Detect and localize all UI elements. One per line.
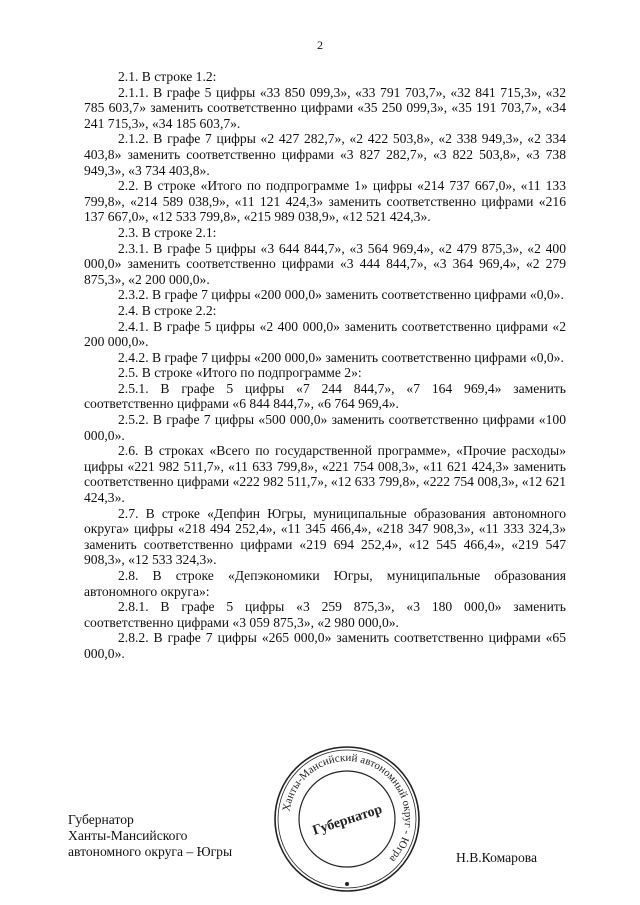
page-number: 2 — [317, 38, 323, 52]
paragraph-2-3-1: 2.3.1. В графе 5 цифры «3 644 844,7», «3 564 969,4», «2 479 875,3», «2 400 000,0» заменить соответственно цифрами «3 444 844,7», «3 364 969,4», «2 279 875,3», «2 200 000,0». — [84, 240, 566, 287]
seal-graphic — [272, 744, 422, 894]
seal-center-text: Губернатор — [310, 802, 385, 839]
paragraph-2-5-1: 2.5.1. В графе 5 цифры «7 244 844,7», «7 164 969,4» заменить соответственно цифрами «6 844 844,7», «6 764 969,4». — [84, 380, 566, 412]
paragraph-2-8-2: 2.8.2. В графе 7 цифры «265 000,0» заменить соответственно цифрами «65 000,0». — [84, 630, 566, 661]
paragraph-2-8-1: 2.8.1. В графе 5 цифры «3 259 875,3», «3 180 000,0» заменить соответственно цифрами «3 059 875,3», «2 980 000,0». — [84, 599, 566, 630]
position-line-3: автономного округа – Югры — [68, 843, 233, 859]
paragraph-2-4-1: 2.4.1. В графе 5 цифры «2 400 000,0» заменить соответственно цифрами «2 200 000,0». — [84, 318, 566, 350]
position-line-2: Ханты-Мансийского — [68, 827, 188, 843]
paragraph-2-1-2: 2.1.2. В графе 7 цифры «2 427 282,7», «2 422 503,8», «2 338 949,3», «2 334 403,8» заменить соответственно цифрами «3 827 282,7», «3 822 503,8», «3 738 949,3», «3 734 403,8». — [84, 131, 566, 178]
paragraph-2-4: 2.4. В строке 2.2: — [118, 302, 217, 318]
position-line-1: Губернатор — [68, 812, 134, 827]
seal-ring-text: Ханты-Мансийский автономный округ - Югра — [280, 751, 415, 865]
paragraph-2-5: 2.5. В строке «Итого по подпрограмме 2»: — [118, 365, 362, 381]
paragraph-2-6: 2.6. В строках «Всего по государственной программе», «Прочие расходы» цифры «221 982 511,7», «11 633 799,8», «221 754 008,3», «11 621 424,3» заменить соответственно цифрами «222 982 511,7», «12 633 799,8», «222 754 008,3», «12 621 424,3». — [84, 443, 566, 506]
document-body — [84, 69, 566, 662]
paragraph-2-3-2: 2.3.2. В графе 7 цифры «200 000,0» заменить соответственно цифрами «0,0». — [118, 287, 564, 303]
paragraph-2-1-1: 2.1.1. В графе 5 цифры «33 850 099,3», «33 791 703,7», «32 841 715,3», «32 785 603,7» заменить соответственно цифрами «35 250 099,3», «35 191 703,7», «34 241 715,3», «34 185 603,7». — [84, 84, 566, 131]
paragraph-2-2: 2.2. В строке «Итого по подпрограмме 1» цифры «214 737 667,0», «11 133 799,8», «214 589 038,9», «11 121 424,3» заменить соответственно цифрами «216 137 667,0», «12 533 799,8», «215 989 038,9», «12 521 424,3». — [84, 178, 566, 225]
paragraph-2-7: 2.7. В строке «Депфин Югры, муниципальные образования автономного округа» цифры «218 494 252,4», «11 345 466,4», «218 347 908,3», «11 333 324,3» заменить соответственно цифрами «219 694 252,4», «12 545 466,4», «219 547 908,3», «12 533 324,3». — [84, 505, 566, 568]
official-seal — [272, 744, 422, 894]
signatory-position — [68, 812, 232, 859]
paragraph-2-4-2: 2.4.2. В графе 7 цифры «200 000,0» заменить соответственно цифрами «0,0». — [118, 349, 564, 365]
paragraph-2-8: 2.8. В строке «Депэкономики Югры, муниципальные образования автономного округа»: — [84, 568, 566, 599]
signatory-name: Н.В.Комарова — [456, 850, 538, 865]
paragraph-2-5-2: 2.5.2. В графе 7 цифры «500 000,0» заменить соответственно цифрами «100 000,0». — [84, 412, 566, 443]
paragraph-2-3: 2.3. В строке 2.1: — [118, 224, 217, 240]
paragraph-2-1: 2.1. В строке 1.2: — [118, 69, 217, 84]
